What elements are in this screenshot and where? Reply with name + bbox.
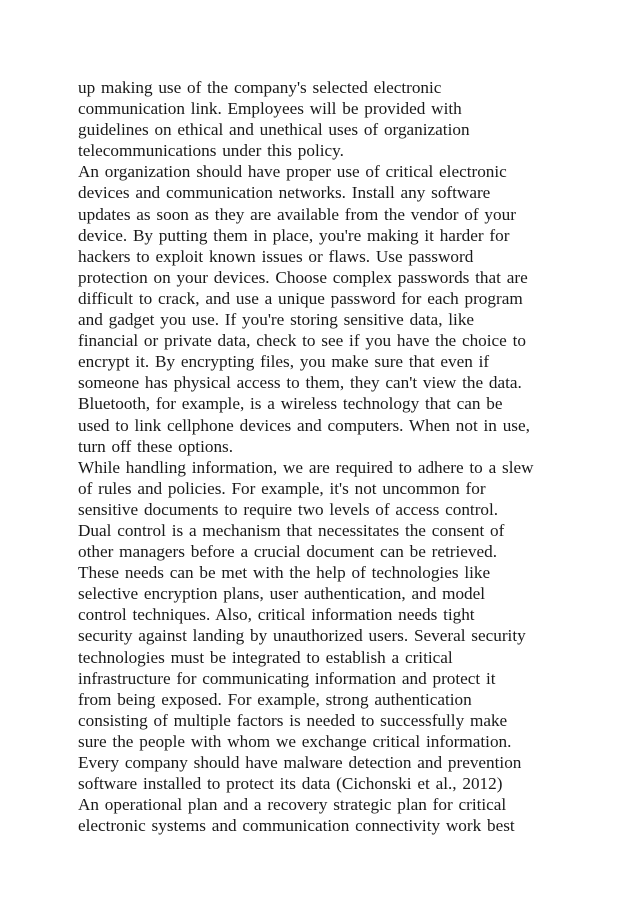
text-line: encrypt it. By encrypting files, you make sure that even if — [78, 352, 490, 372]
text-line: An organization should have proper use of critical electronic — [78, 162, 507, 182]
text-line: software installed to protect its data (Cichonski et al., 2012) — [78, 774, 503, 794]
text-line: technologies must be integrated to establish a critical — [78, 647, 453, 667]
text-line: communication link. Employees will be provided with — [78, 99, 462, 119]
text-line: used to link cellphone devices and computers. When not in use, — [78, 415, 530, 435]
text-line: other managers before a crucial document can be retrieved. — [78, 542, 498, 562]
text-line: security against landing by unauthorized users. Several security — [78, 626, 526, 646]
text-line: difficult to crack, and use a unique password for each program — [78, 288, 523, 308]
text-line: selective encryption plans, user authentication, and model — [78, 584, 486, 604]
text-line: Every company should have malware detection and prevention — [78, 753, 522, 772]
text-line: hackers to exploit known issues or flaws. Use password — [78, 246, 474, 266]
text-line: These needs can be met with the help of technologies like — [78, 563, 491, 583]
text-line: control techniques. Also, critical information needs tight — [78, 605, 475, 625]
text-line: device. By putting them in place, you're making it harder for — [78, 225, 510, 245]
text-line: someone has physical access to them, they can't view the data. — [78, 373, 522, 393]
text-line: financial or private data, check to see if you have the choice to — [78, 331, 526, 351]
text-line: electronic systems and communication connectivity work best — [78, 816, 515, 836]
body-text — [78, 77, 618, 836]
text-line: updates as soon as they are available from the vendor of your — [78, 204, 516, 224]
text-line: devices and communication networks. Install any software — [78, 183, 491, 203]
text-line: sensitive documents to require two levels of access control. — [78, 499, 499, 519]
text-line: telecommunications under this policy. — [78, 141, 344, 161]
text-line: turn off these options. — [78, 436, 234, 456]
text-line: up making use of the company's selected electronic — [78, 78, 442, 97]
text-line: of rules and policies. For example, it's not uncommon for — [78, 478, 486, 498]
text-line: While handling information, we are required to adhere to a slew — [78, 457, 534, 477]
text-line: An operational plan and a recovery strategic plan for critical — [78, 795, 507, 815]
text-line: guidelines on ethical and unethical uses of organization — [78, 120, 470, 140]
text-line: sure the people with whom we exchange critical information. — [78, 731, 512, 751]
text-line: consisting of multiple factors is needed to successfully make — [78, 710, 508, 730]
text-line: protection on your devices. Choose complex passwords that are — [78, 267, 528, 287]
text-line: Dual control is a mechanism that necessitates the consent of — [78, 520, 505, 540]
text-line: Bluetooth, for example, is a wireless technology that can be — [78, 394, 503, 414]
text-line: infrastructure for communicating information and protect it — [78, 668, 496, 688]
text-line: and gadget you use. If you're storing sensitive data, like — [78, 310, 475, 330]
text-line: from being exposed. For example, strong authentication — [78, 689, 472, 709]
